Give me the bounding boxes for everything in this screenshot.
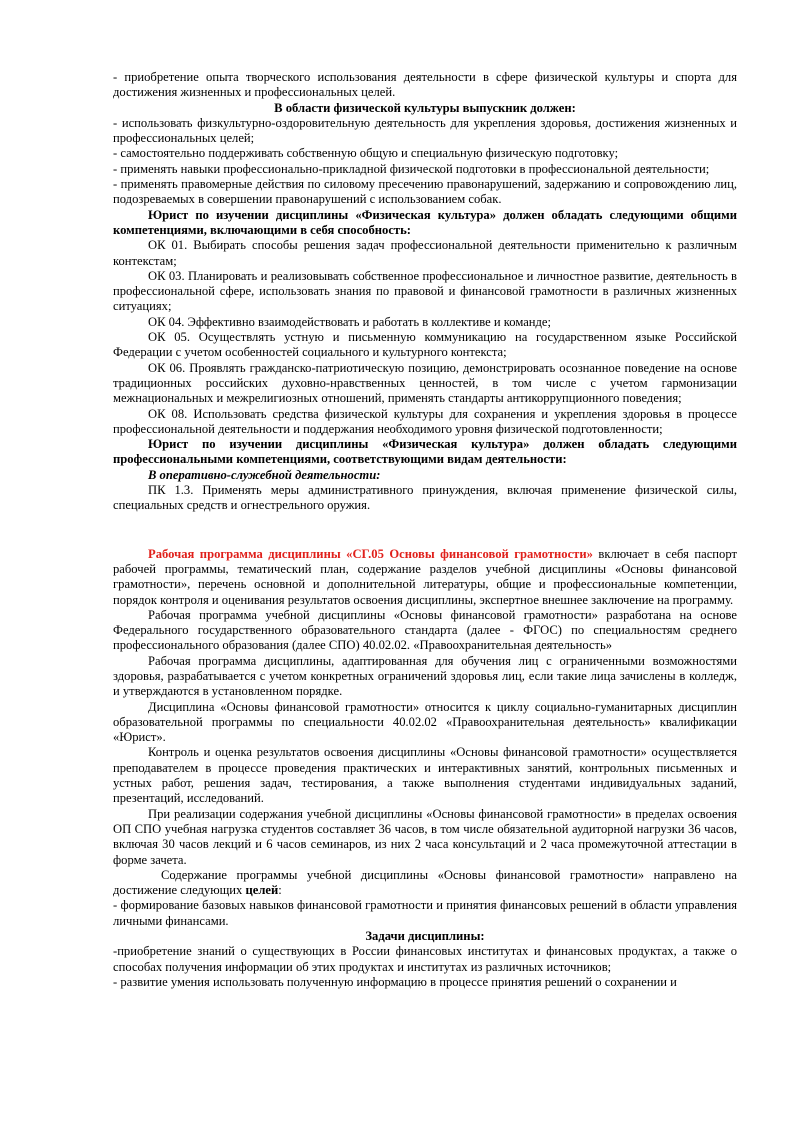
competency-ok08: ОК 08. Использовать средства физической культуры для сохранения и укрепления здоровья в процессе профессиональной деятельности и поддержания необходимого уровня физической подготовленности;	[113, 406, 737, 436]
competency-ok01: ОК 01. Выбирать способы решения задач профессиональной деятельности применительно к различным контекстам;	[113, 238, 737, 268]
italic-paragraph	[113, 468, 737, 483]
paragraph: - формирование базовых навыков финансовой грамотности и принятия финансовых решений в области управления личными финансами.	[113, 898, 737, 928]
bold-paragraph	[113, 208, 737, 239]
goals-paragraph	[113, 868, 737, 899]
bold-paragraph	[113, 437, 737, 468]
program-title: Рабочая программа дисциплины «СГ.05 Основы финансовой грамотности»	[148, 546, 593, 561]
competency-pk13: ПК 1.3. Применять меры административного принуждения, включая применение физической силы, специальных средств и огнестрельного оружия.	[113, 483, 737, 513]
paragraph: -приобретение знаний о существующих в России финансовых институтах и финансовых продуктах, а также о способах получения информации об этих продуктах и институтах из различных источников;	[113, 944, 737, 974]
tasks-heading: Задачи дисциплины:	[365, 929, 485, 944]
professional-competencies-heading: Юрист по изучении дисциплины «Физическая культура» должен обладать следующими профессиональными компетенциями, соответствующими видам деятельности:	[113, 437, 737, 467]
competency-ok05: ОК 05. Осуществлять устную и письменную коммуникацию на государственном языке Российской Федерации с учетом особенностей социального и культурного контекста;	[113, 330, 737, 360]
section-gap	[113, 514, 737, 547]
competency-ok06: ОК 06. Проявлять гражданско-патриотическую позицию, демонстрировать осознанное поведение на основе традиционных российских духовно-нравственных ценностей, в том числе с учетом гармонизации межнациональных и межрелигиозных отношений, применять стандарты антикоррупционного поведения;	[113, 360, 737, 406]
paragraph: При реализации содержания учебной дисциплины «Основы финансовой грамотности» в пределах освоения ОП СПО учебная нагрузка студентов составляет 36 часов, в том числе обязательной аудиторной нагрузки 36 часов, включая 30 часов лекций и 6 часов семинаров, из них 2 часа консультаций и 2 часа промежуточной аттестации в форме зачета.	[113, 806, 737, 867]
paragraph: - самостоятельно поддерживать собственную общую и специальную физическую подготовку;	[113, 146, 619, 161]
program-intro-text: включает в себя паспорт рабочей программы, тематический план, содержание разделов учебной дисциплины «Основы финансовой грамотности», перечень основной и дополнительной литературы, общие и профессиональные компетенции, порядок контроля и оценивания результатов освоения дисциплины, экспертное внешнее заключение на программу.	[113, 546, 737, 607]
goals-word: целей	[245, 883, 279, 898]
section-heading: В области физической культуры выпускник должен:	[274, 100, 576, 115]
goals-colon: :	[278, 883, 282, 898]
competency-ok04: ОК 04. Эффективно взаимодействовать и работать в коллективе и команде;	[148, 314, 552, 329]
paragraph: Рабочая программа дисциплины, адаптированная для обучения лиц с ограниченными возможностями здоровья, разрабатывается с учетом конкретных ограничений здоровья лиц, если такие лица зачислены в колледж, и утверждаются в установленном порядке.	[113, 653, 737, 699]
paragraph: - применять навыки профессионально-прикладной физической подготовки в профессиональной деятельности;	[113, 161, 710, 176]
competencies-heading: Юрист по изучении дисциплины «Физическая культура» должен обладать следующими общими компетенциями, включающими в себя способность:	[113, 207, 737, 237]
program-intro	[113, 547, 737, 608]
paragraph: Контроль и оценка результатов освоения дисциплины «Основы финансовой грамотности» осуществляется преподавателем в процессе проведения практических и интерактивных занятий, контрольных письменных и устных работ, решения задач, тестирования, а также выполнения студентами индивидуальных заданий, презентаций, исследований.	[113, 745, 737, 806]
document-page	[113, 70, 737, 990]
paragraph: - применять правомерные действия по силовому пресечению правонарушений, задержанию и сопровождению лиц, подозреваемых в совершении правонарушений с использованием собак.	[113, 177, 737, 207]
goals-text: Содержание программы учебной дисциплины «Основы финансовой грамотности» направлено на достижение следующих	[113, 867, 737, 898]
paragraph: - приобретение опыта творческого использования деятельности в сфере физической культуры и спорта для достижения жизненных и профессиональных целей.	[113, 70, 737, 100]
paragraph: - использовать физкультурно-оздоровительную деятельность для укрепления здоровья, достижения жизненных и профессиональных целей;	[113, 115, 737, 146]
activity-heading: В оперативно-служебной деятельности:	[148, 467, 381, 482]
paragraph: - развитие умения использовать полученную информацию в процессе принятия решений о сохранении и	[113, 974, 677, 989]
paragraph: Рабочая программа учебной дисциплины «Основы финансовой грамотности» разработана на основе Федерального государственного образовательного стандарта (далее - ФГОС) по специальностям среднего профессионального образования (далее СПО) 40.02.02. «Правоохранительная деятельность»	[113, 607, 737, 653]
competency-ok03: ОК 03. Планировать и реализовывать собственное профессиональное и личностное развитие, деятельность в профессиональной сфере, использовать знания по правовой и финансовой грамотности в различных жизненных ситуациях;	[113, 268, 737, 314]
paragraph: Дисциплина «Основы финансовой грамотности» относится к циклу социально-гуманитарных дисциплин образовательной программы по специальности 40.02.02 «Правоохранительная деятельность» квалификации «Юрист».	[113, 699, 737, 745]
